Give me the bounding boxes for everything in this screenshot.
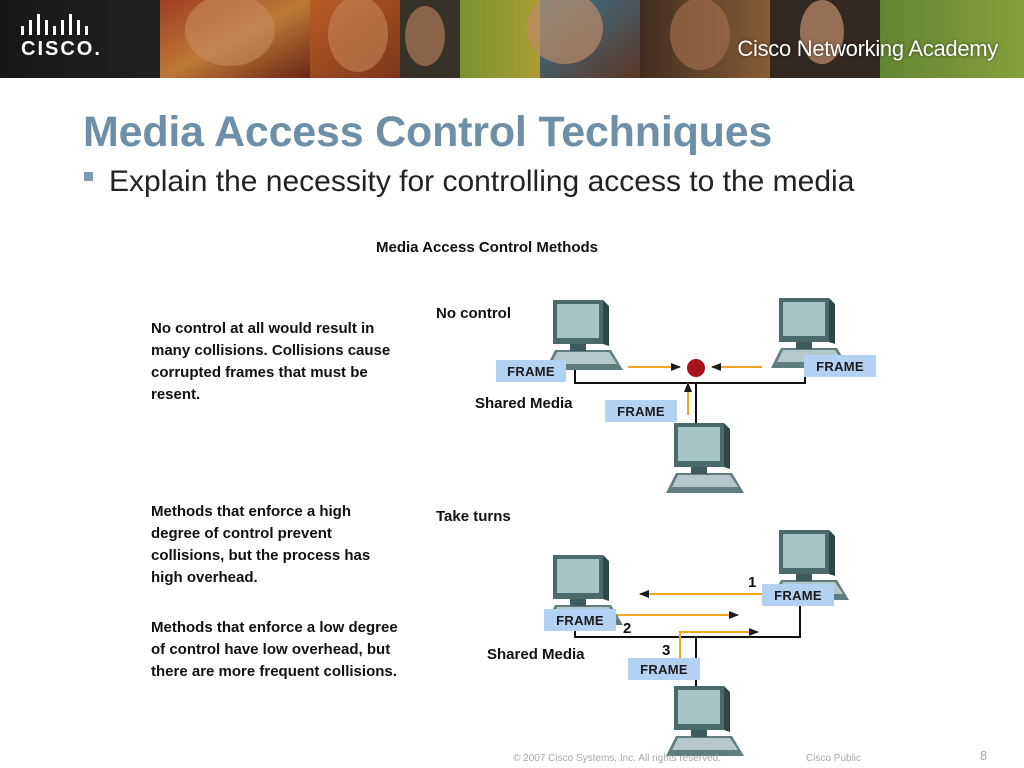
low-control-description: Methods that enforce a low degree of control have low overhead, but there are more frequent collisions. — [151, 619, 398, 680]
slide-title: Media Access Control Techniques — [83, 108, 773, 156]
frame-label: FRAME — [628, 658, 700, 680]
frame-label: FRAME — [762, 584, 834, 606]
no-control-diagram — [545, 298, 849, 493]
academy-logo-text: Cisco Networking Academy — [737, 36, 998, 61]
shared-media-label: Shared Media — [475, 395, 573, 412]
frame-label: FRAME — [605, 400, 677, 422]
step-number: 2 — [623, 620, 632, 637]
shared-media-label: Shared Media — [487, 646, 585, 663]
page-number: 8 — [980, 748, 988, 763]
cisco-logo-text: CISCO. — [21, 38, 102, 60]
footer-classification: Cisco Public — [806, 753, 862, 764]
frame-label: FRAME — [496, 360, 566, 382]
high-control-description: Methods that enforce a high degree of control prevent collisions, but the process has high overhead. — [151, 503, 371, 586]
no-control-description: No control at all would result in many collisions. Collisions cause corrupted frames that must be resent. — [151, 320, 391, 403]
computer-icon — [666, 423, 744, 493]
diagram-title: Media Access Control Methods — [376, 239, 598, 256]
no-control-heading: No control — [436, 305, 511, 322]
footer-copyright: © 2007 Cisco Systems, Inc. All rights reserved. — [513, 753, 722, 764]
take-turns-heading: Take turns — [436, 508, 511, 525]
computer-icon — [666, 686, 744, 756]
step-number: 1 — [748, 574, 757, 591]
bullet-text: Explain the necessity for controlling access to the media — [109, 165, 855, 198]
frame-label: FRAME — [544, 609, 616, 631]
frame-label: FRAME — [804, 355, 876, 377]
collision-dot-icon — [687, 359, 705, 377]
step-number: 3 — [662, 642, 671, 659]
take-turns-diagram — [545, 530, 849, 756]
